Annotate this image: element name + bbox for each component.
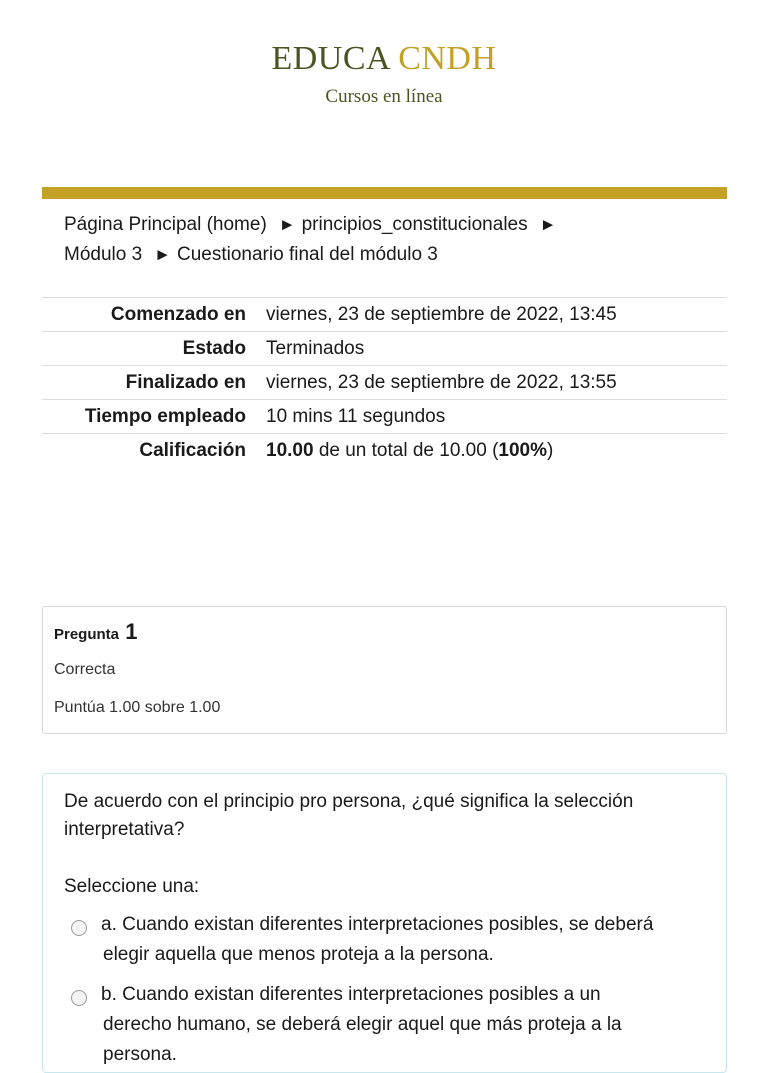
breadcrumb-course[interactable]: principios_constitucionales	[301, 214, 528, 235]
summary-value: Terminados	[266, 337, 365, 359]
summary-label: Finalizado en	[125, 371, 246, 393]
question-label: Pregunta	[54, 626, 120, 643]
question-content-box	[42, 773, 727, 1073]
breadcrumb-separator-icon: ►	[539, 215, 557, 234]
question-number-value: 1	[125, 619, 138, 644]
breadcrumb-quiz[interactable]: Cuestionario final del módulo 3	[177, 244, 438, 265]
question-state: Correcta	[54, 661, 116, 678]
summary-row-started	[42, 297, 727, 331]
answer-option-b[interactable]	[71, 980, 671, 1065]
breadcrumb-module[interactable]: Módulo 3	[64, 244, 143, 265]
summary-value: 10 mins 11 segundos	[266, 405, 446, 427]
summary-label: Comenzado en	[110, 303, 246, 325]
question-grade: Puntúa 1.00 sobre 1.00	[54, 699, 221, 716]
site-subtitle: Cursos en línea	[325, 86, 443, 107]
answer-prompt: Seleccione una:	[64, 876, 200, 897]
breadcrumb-home[interactable]: Página Principal (home)	[64, 214, 267, 235]
grade-mid-text: de un total de 10.00 (	[313, 439, 499, 461]
site-logo[interactable]	[0, 40, 768, 78]
attempt-summary-table	[42, 297, 727, 467]
summary-value	[266, 440, 727, 462]
question-text: De acuerdo con el principio pro persona, ¿qué significa la selección interpretativa?	[64, 791, 634, 840]
summary-label: Tiempo empleado	[84, 405, 246, 427]
breadcrumb-separator-icon: ►	[154, 245, 171, 264]
answer-option-a[interactable]	[71, 910, 671, 974]
summary-value: viernes, 23 de septiembre de 2022, 13:55	[266, 371, 617, 393]
radio-button[interactable]	[71, 920, 87, 936]
header-divider-bar	[42, 187, 727, 199]
breadcrumb	[64, 210, 704, 270]
answer-option-text: b. Cuando existan diferentes interpretaciones posibles a un derecho humano, se deberá elegir aquel que más proteja a la persona.	[101, 984, 622, 1065]
summary-value: viernes, 23 de septiembre de 2022, 13:45	[266, 303, 617, 325]
summary-label: Estado	[182, 337, 246, 359]
grade-end-text: )	[547, 439, 554, 461]
grade-percent: 100%	[498, 439, 548, 461]
summary-row-time	[42, 399, 727, 433]
answer-option-text: a. Cuando existan diferentes interpretaciones posibles, se deberá elegir aquella que menos proteja a la persona.	[101, 914, 654, 965]
summary-row-state	[42, 331, 727, 365]
radio-button[interactable]	[71, 990, 87, 1006]
question-info-box	[42, 606, 727, 734]
grade-score: 10.00	[266, 439, 314, 461]
summary-row-grade	[42, 433, 727, 467]
brand-cndh: CNDH	[398, 40, 497, 77]
brand-educa: EDUCA	[271, 40, 390, 77]
summary-row-finished	[42, 365, 727, 399]
summary-label: Calificación	[139, 439, 246, 461]
breadcrumb-separator-icon: ►	[278, 215, 296, 234]
question-number	[54, 619, 137, 645]
